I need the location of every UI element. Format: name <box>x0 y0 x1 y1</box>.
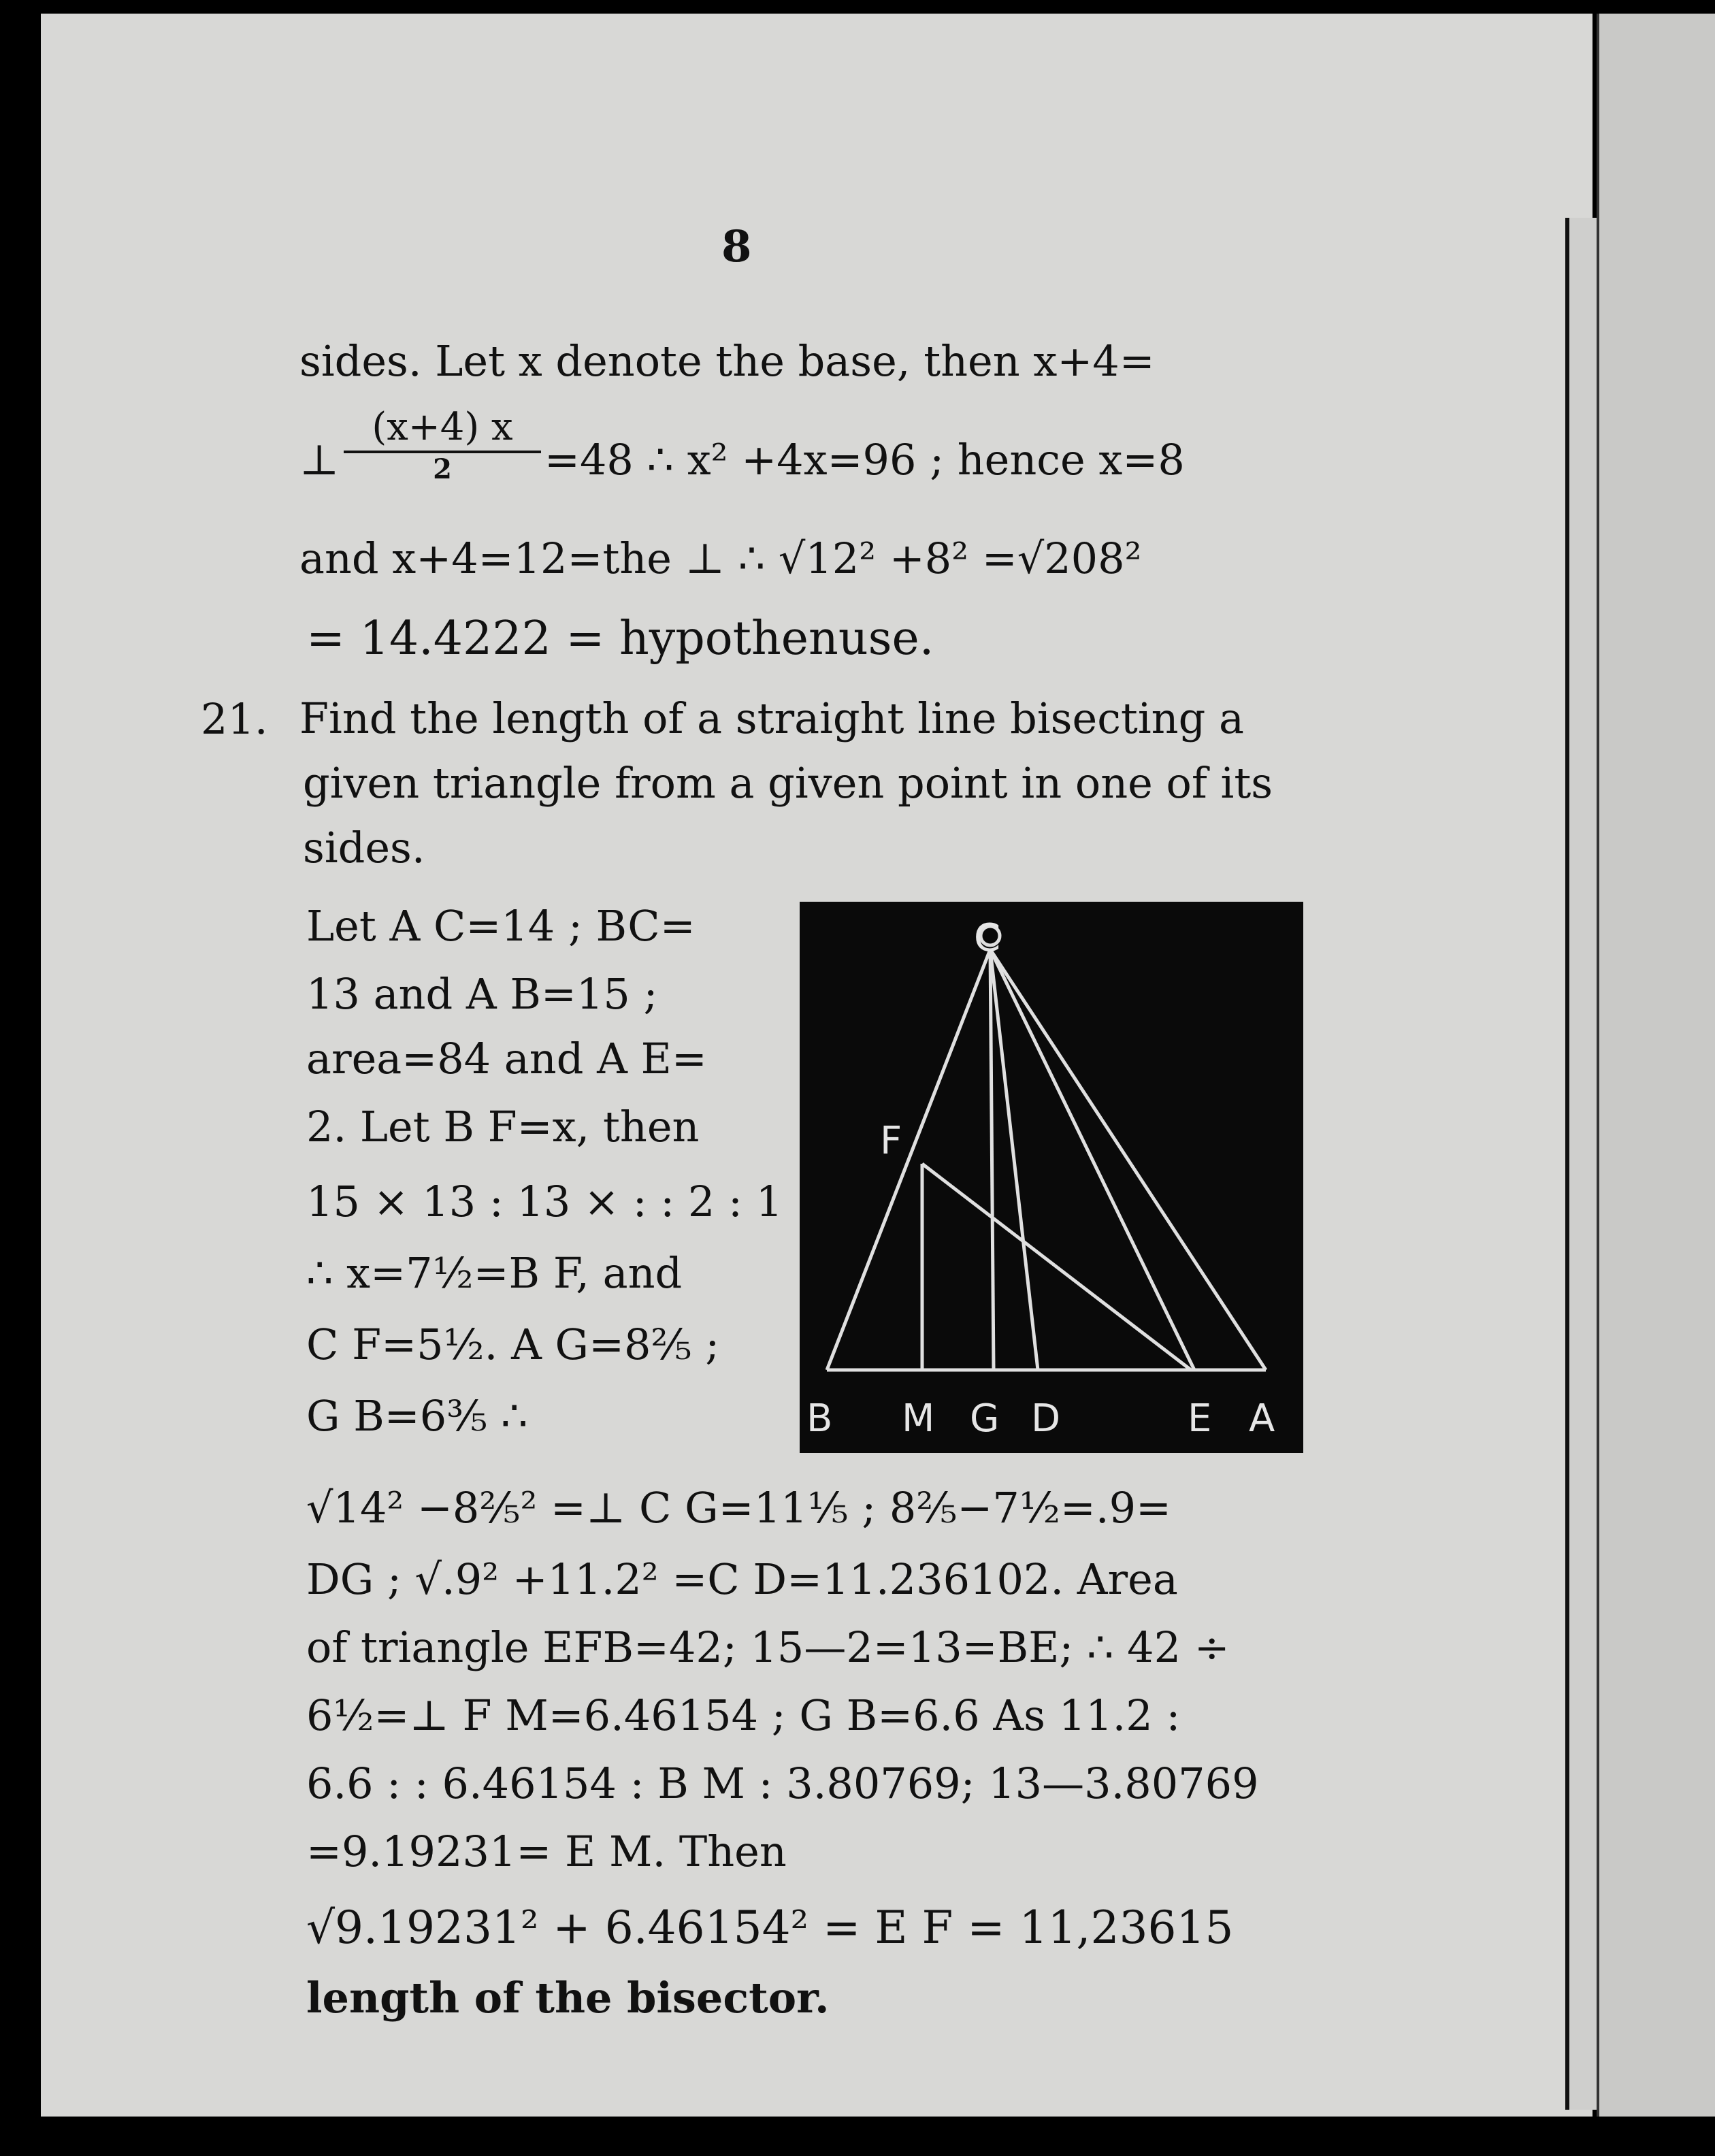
label-c: C <box>974 916 1001 960</box>
body-line: =9.19231= E M. Then <box>306 1827 787 1876</box>
left-column-line: 2. Let B F=x, then <box>306 1102 700 1152</box>
line-cg <box>990 949 994 1370</box>
perpendicular-symbol: ⊥ <box>299 435 340 485</box>
body-line: length of the bisector. <box>306 1973 830 2023</box>
page-number: 8 <box>721 221 752 272</box>
fraction <box>344 405 541 485</box>
line-ce <box>990 949 1194 1370</box>
body-line: 6½=⊥ F M=6.46154 ; G B=6.6 As 11.2 : <box>306 1690 1181 1740</box>
left-column-line: C F=5½. A G=8⅖ ; <box>306 1320 720 1369</box>
triangle-figure <box>800 902 1303 1453</box>
body-line: of triangle EFB=42; 15—2=13=BE; ∴ 42 ÷ <box>306 1622 1230 1672</box>
question-line-2: given triangle from a given point in one of its <box>303 758 1273 808</box>
body-line: √9.19231² + 6.46154² = E F = 11,23615 <box>306 1901 1234 1954</box>
body-line: DG ; √.9² +11.2² =C D=11.236102. Area <box>306 1554 1178 1604</box>
left-column-line: area=84 and A E= <box>306 1034 707 1083</box>
left-column-line: 15 × 13 : 13 × : : 2 : 1 <box>306 1177 783 1226</box>
left-column-line: Let A C=14 ; BC= <box>306 901 696 951</box>
label-e: E <box>1188 1396 1212 1441</box>
side-line-bc <box>827 949 990 1370</box>
body-line: √14² −8⅖² =⊥ C G=11⅕ ; 8⅖−7½=.9= <box>306 1483 1171 1533</box>
label-m: M <box>902 1396 935 1441</box>
label-f: F <box>880 1119 902 1163</box>
question-line-1: Find the length of a straight line bisecting a <box>299 693 1244 743</box>
fraction-denominator: 2 <box>433 453 452 485</box>
text-line-2: =48 ∴ x² +4x=96 ; hence x=8 <box>544 435 1185 485</box>
left-column-line: 13 and A B=15 ; <box>306 969 658 1019</box>
text-line-3: and x+4=12=the ⊥ ∴ √12² +8² =√208² <box>299 534 1142 583</box>
text-line-1: sides. Let x denote the base, then x+4= <box>299 336 1155 386</box>
label-a: A <box>1249 1396 1275 1441</box>
left-column-line: G B=6⅗ ∴ <box>306 1391 528 1441</box>
fraction-numerator: (x+4) x <box>372 405 513 449</box>
question-line-3: sides. <box>303 823 425 872</box>
page-gutter <box>1565 218 1597 2110</box>
label-g: G <box>970 1396 1000 1441</box>
label-b: B <box>806 1396 833 1441</box>
triangle-diagram <box>800 902 1303 1453</box>
label-d: D <box>1031 1396 1061 1441</box>
question-number: 21. <box>201 694 268 744</box>
body-line: 6.6 : : 6.46154 : B M : 3.80769; 13—3.80769 <box>306 1759 1259 1808</box>
adjacent-page <box>1597 14 1715 2117</box>
text-line-4: = 14.4222 = hypothenuse. <box>306 612 934 666</box>
left-column-line: ∴ x=7½=B F, and <box>306 1248 683 1298</box>
